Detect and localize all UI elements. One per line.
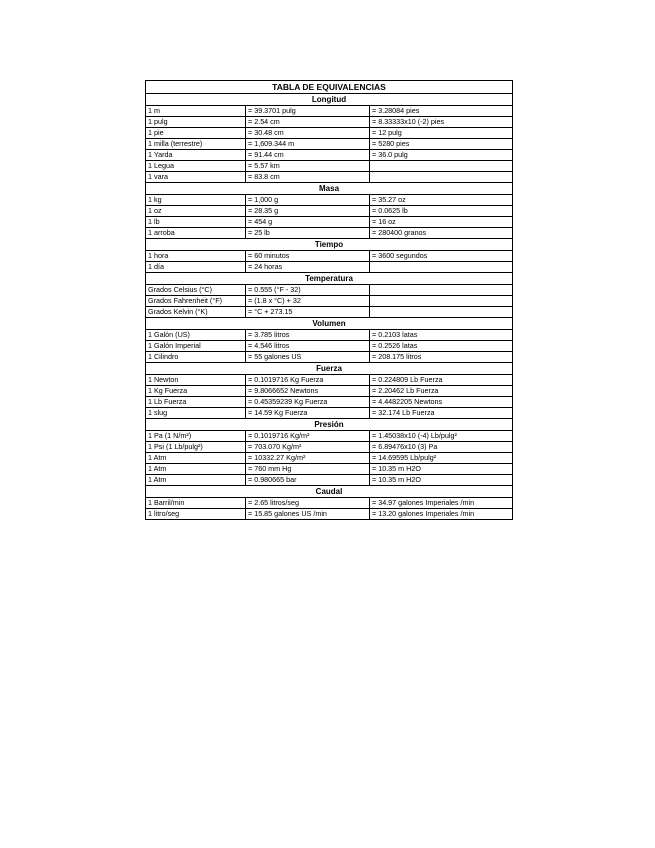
- section-header-row: [146, 363, 513, 375]
- equivalence-cell: = 4.546 litros: [246, 341, 370, 352]
- equivalence-cell: = 703.070 Kg/m²: [246, 442, 370, 453]
- unit-cell: 1 Barril/min: [146, 498, 246, 509]
- unit-cell: Grados Fahrenheit (°F): [146, 296, 246, 307]
- table-row: [146, 453, 513, 464]
- section-title: Caudal: [146, 486, 513, 498]
- equivalence-cell: = 28.35 g: [246, 206, 370, 217]
- equivalence-cell: = 1,609.344 m: [246, 139, 370, 150]
- table-row: [146, 408, 513, 419]
- alt-equivalence-cell: = 0.224809 Lb Fuerza: [370, 375, 513, 386]
- alt-equivalence-cell: = 6.89476x10 (3) Pa: [370, 442, 513, 453]
- table-row: [146, 262, 513, 273]
- table-row: [146, 117, 513, 128]
- equivalence-cell: = 14.59 Kg Fuerza: [246, 408, 370, 419]
- equivalence-cell: = 760 mm Hg: [246, 464, 370, 475]
- alt-equivalence-cell: = 4.4482205 Newtons: [370, 397, 513, 408]
- unit-cell: 1 litro/seg: [146, 509, 246, 520]
- unit-cell: 1 Galón (US): [146, 330, 246, 341]
- unit-cell: 1 Psi (1 Lb/pulg²): [146, 442, 246, 453]
- equivalence-cell: = 2.65 litros/seg: [246, 498, 370, 509]
- equivalence-cell: = 5.57 km: [246, 161, 370, 172]
- alt-equivalence-cell: = 3600 segundos: [370, 251, 513, 262]
- unit-cell: 1 Newton: [146, 375, 246, 386]
- unit-cell: 1 arroba: [146, 228, 246, 239]
- equivalence-cell: = 0.45359239 Kg Fuerza: [246, 397, 370, 408]
- unit-cell: 1 Pa (1 N/m²): [146, 431, 246, 442]
- table-row: [146, 296, 513, 307]
- table-row: [146, 464, 513, 475]
- equivalence-cell: = 0.555 (°F - 32): [246, 285, 370, 296]
- table-row: [146, 128, 513, 139]
- alt-equivalence-cell: [370, 172, 513, 183]
- unit-cell: Grados Kelvin (°K): [146, 307, 246, 318]
- section-header-row: [146, 419, 513, 431]
- equivalence-cell: = 24 horas: [246, 262, 370, 273]
- equivalence-cell: = 0.1019716 Kg Fuerza: [246, 375, 370, 386]
- section-header-row: [146, 239, 513, 251]
- section-title: Longitud: [146, 94, 513, 106]
- unit-cell: 1 hora: [146, 251, 246, 262]
- section-header-row: [146, 183, 513, 195]
- table-row: [146, 106, 513, 117]
- equivalence-cell: = 454 g: [246, 217, 370, 228]
- section-title: Fuerza: [146, 363, 513, 375]
- alt-equivalence-cell: [370, 296, 513, 307]
- unit-cell: 1 pulg: [146, 117, 246, 128]
- table-row: [146, 330, 513, 341]
- equivalence-cell: = 2.54 cm: [246, 117, 370, 128]
- table-row: [146, 172, 513, 183]
- alt-equivalence-cell: = 0.2103 latas: [370, 330, 513, 341]
- unit-cell: 1 Kg Fuerza: [146, 386, 246, 397]
- alt-equivalence-cell: = 34.97 galones Imperiales /min: [370, 498, 513, 509]
- table-row: [146, 341, 513, 352]
- unit-cell: 1 m: [146, 106, 246, 117]
- equivalence-cell: = 91.44 cm: [246, 150, 370, 161]
- equivalence-cell: = 0.1019716 Kg/m²: [246, 431, 370, 442]
- unit-cell: 1 Cilindro: [146, 352, 246, 363]
- equivalence-cell: = 60 minutos: [246, 251, 370, 262]
- unit-cell: 1 milla (terrestre): [146, 139, 246, 150]
- section-title: Volumen: [146, 318, 513, 330]
- unit-cell: 1 Atm: [146, 464, 246, 475]
- unit-cell: 1 pie: [146, 128, 246, 139]
- alt-equivalence-cell: [370, 307, 513, 318]
- table-row: [146, 251, 513, 262]
- unit-cell: 1 Galón Imperial: [146, 341, 246, 352]
- table-row: [146, 228, 513, 239]
- alt-equivalence-cell: = 10.35 m H2O: [370, 464, 513, 475]
- alt-equivalence-cell: [370, 285, 513, 296]
- equivalence-cell: = 9.8066652 Newtons: [246, 386, 370, 397]
- section-title: Masa: [146, 183, 513, 195]
- table-row: [146, 386, 513, 397]
- unit-cell: 1 Lb Fuerza: [146, 397, 246, 408]
- alt-equivalence-cell: = 1.45038x10 (-4) Lb/pulg²: [370, 431, 513, 442]
- unit-cell: 1 lb: [146, 217, 246, 228]
- alt-equivalence-cell: = 35.27 oz: [370, 195, 513, 206]
- alt-equivalence-cell: = 280400 granos: [370, 228, 513, 239]
- equivalence-cell: = °C + 273.15: [246, 307, 370, 318]
- unit-cell: 1 Legua: [146, 161, 246, 172]
- alt-equivalence-cell: = 16 oz: [370, 217, 513, 228]
- alt-equivalence-cell: = 0.0625 lb: [370, 206, 513, 217]
- unit-cell: 1 vara: [146, 172, 246, 183]
- table-row: [146, 139, 513, 150]
- table-row: [146, 161, 513, 172]
- equivalence-cell: = 39.3701 pulg: [246, 106, 370, 117]
- equivalence-cell: = (1.8 x °C) + 32: [246, 296, 370, 307]
- unit-cell: 1 oz: [146, 206, 246, 217]
- table-row: [146, 509, 513, 520]
- table-row: [146, 195, 513, 206]
- equivalence-cell: = 1,000 g: [246, 195, 370, 206]
- equivalence-cell: = 55 galones US: [246, 352, 370, 363]
- table-row: [146, 206, 513, 217]
- alt-equivalence-cell: = 2.20462 Lb Fuerza: [370, 386, 513, 397]
- table-body: [146, 81, 513, 520]
- unit-cell: 1 Atm: [146, 453, 246, 464]
- alt-equivalence-cell: = 5280 pies: [370, 139, 513, 150]
- unit-cell: 1 kg: [146, 195, 246, 206]
- equivalence-table: [145, 80, 513, 520]
- unit-cell: 1 Yarda: [146, 150, 246, 161]
- unit-cell: 1 Atm: [146, 475, 246, 486]
- section-header-row: [146, 318, 513, 330]
- alt-equivalence-cell: = 14.69595 Lb/pulg²: [370, 453, 513, 464]
- section-title: Tiempo: [146, 239, 513, 251]
- section-title: Presión: [146, 419, 513, 431]
- table-row: [146, 217, 513, 228]
- equivalence-cell: = 3.785 litros: [246, 330, 370, 341]
- table-row: [146, 352, 513, 363]
- unit-cell: Grados Celsius (°C): [146, 285, 246, 296]
- alt-equivalence-cell: [370, 161, 513, 172]
- table-row: [146, 431, 513, 442]
- title-row: [146, 81, 513, 94]
- alt-equivalence-cell: = 10.35 m H2O: [370, 475, 513, 486]
- section-header-row: [146, 486, 513, 498]
- section-title: Temperatura: [146, 273, 513, 285]
- alt-equivalence-cell: = 208.175 litros: [370, 352, 513, 363]
- equivalence-cell: = 30.48 cm: [246, 128, 370, 139]
- table-row: [146, 442, 513, 453]
- table-row: [146, 498, 513, 509]
- equivalence-cell: = 0.980665 bar: [246, 475, 370, 486]
- alt-equivalence-cell: = 32.174 Lb Fuerza: [370, 408, 513, 419]
- section-header-row: [146, 273, 513, 285]
- table-row: [146, 397, 513, 408]
- table-title: TABLA DE EQUIVALENCIAS: [146, 81, 513, 94]
- section-header-row: [146, 94, 513, 106]
- alt-equivalence-cell: = 36.0 pulg: [370, 150, 513, 161]
- equivalence-cell: = 15.85 galones US /min: [246, 509, 370, 520]
- equivalence-cell: = 83.8 cm: [246, 172, 370, 183]
- unit-cell: 1 día: [146, 262, 246, 273]
- table-row: [146, 307, 513, 318]
- alt-equivalence-cell: = 3.28084 pies: [370, 106, 513, 117]
- table-row: [146, 375, 513, 386]
- alt-equivalence-cell: = 13.20 galones Imperiales /min: [370, 509, 513, 520]
- equivalence-cell: = 25 lb: [246, 228, 370, 239]
- equivalence-cell: = 10332.27 Kg/m²: [246, 453, 370, 464]
- unit-cell: 1 slug: [146, 408, 246, 419]
- table-row: [146, 285, 513, 296]
- alt-equivalence-cell: [370, 262, 513, 273]
- alt-equivalence-cell: = 8.33333x10 (-2) pies: [370, 117, 513, 128]
- alt-equivalence-cell: = 0.2526 latas: [370, 341, 513, 352]
- table-row: [146, 150, 513, 161]
- table-row: [146, 475, 513, 486]
- alt-equivalence-cell: = 12 pulg: [370, 128, 513, 139]
